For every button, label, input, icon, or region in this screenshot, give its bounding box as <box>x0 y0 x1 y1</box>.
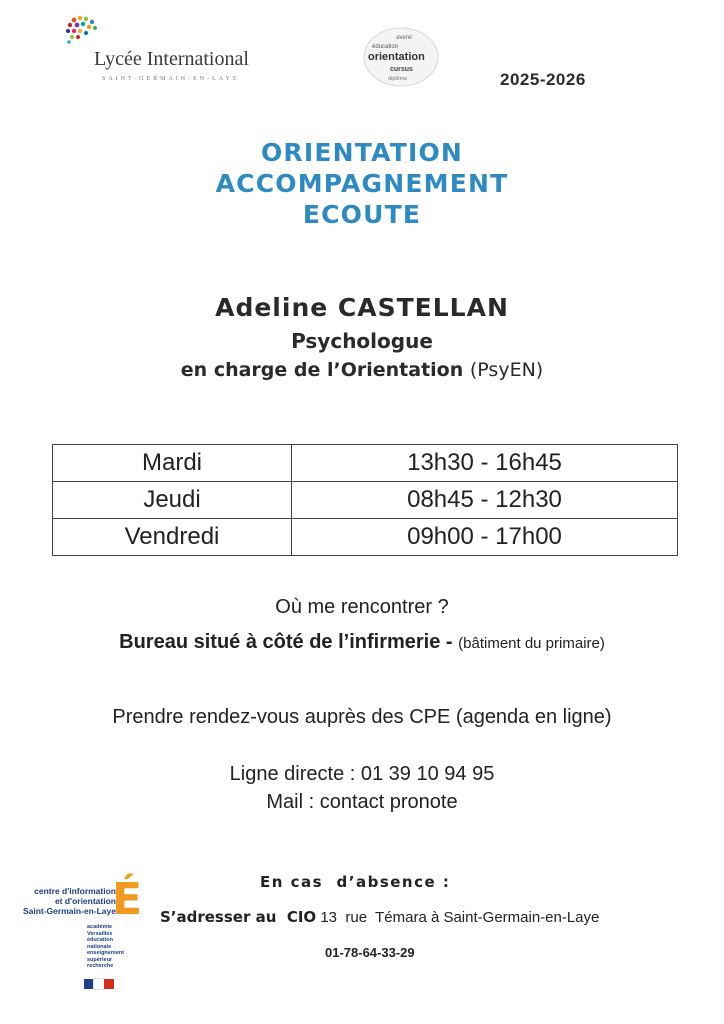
academy-block <box>87 924 124 970</box>
cio-logo <box>24 868 146 1000</box>
meeting-question: Où me rencontrer ? <box>275 596 449 618</box>
title-line-2: ACCOMPAGNEMENT <box>215 169 509 198</box>
academy-line: Versailles <box>87 930 113 937</box>
meeting-place-text: Bureau situé à côté de l’infirmerie - <box>119 631 453 653</box>
absence-address <box>160 908 599 926</box>
orientation-word-cloud-logo <box>362 26 440 88</box>
table-row <box>53 445 678 482</box>
title-line-1: ORIENTATION <box>260 138 464 167</box>
logo-word-cursus: cursus <box>390 66 413 73</box>
table-row <box>53 482 678 519</box>
cio-logo-line-3: Saint-Germain-en-Laye <box>22 906 116 916</box>
cio-address: 13 rue Témara à Saint-Germain-en-Laye <box>320 909 600 926</box>
hours-cell: 13h30 - 16h45 <box>292 445 678 482</box>
table-row <box>53 519 678 556</box>
absence-prefix: S’adresser au CIO <box>160 908 317 926</box>
cio-phone: 01-78-64-33-29 <box>325 945 415 960</box>
office-hours-table <box>52 444 678 556</box>
academy-line: supérieur <box>87 956 113 963</box>
direct-phone: Ligne directe : 01 39 10 94 95 <box>229 763 495 785</box>
meeting-place <box>0 631 724 654</box>
role-detail-text: en charge de l’Orientation <box>180 359 464 381</box>
cio-logo-line-1: centre d'information <box>34 886 116 896</box>
lycee-logo <box>64 14 264 84</box>
person-name: Adeline CASTELLAN <box>215 293 509 322</box>
cio-logo-name <box>23 886 116 916</box>
academy-line: nationale <box>87 943 112 950</box>
academy-line: recherche <box>87 963 114 969</box>
cio-e-letter-icon: É <box>112 874 143 925</box>
role-abbreviation: (PsyEN) <box>469 359 544 381</box>
logo-word-diplome: diplôme <box>388 76 408 82</box>
academy-line: enseignement <box>87 950 124 956</box>
mail-contact: Mail : contact pronote <box>266 791 458 813</box>
logo-word-avenir: avenir <box>396 35 413 41</box>
meeting-place-detail: (bâtiment du primaire) <box>458 635 605 652</box>
hours-cell: 08h45 - 12h30 <box>292 482 678 519</box>
person-role-detail <box>0 359 724 381</box>
absence-title: En cas d’absence : <box>260 873 451 891</box>
academy-line: académie <box>87 924 113 930</box>
logo-word-education: éducation <box>372 44 399 50</box>
appointment-info: Prendre rendez-vous auprès des CPE (agenda en ligne) <box>112 706 612 728</box>
day-cell: Jeudi <box>53 482 292 519</box>
school-name: Lycée International <box>94 48 249 70</box>
french-flag-icon <box>84 976 114 986</box>
title-line-3: ECOUTE <box>302 200 422 229</box>
person-role: Psychologue <box>291 329 433 353</box>
academy-line: éducation <box>87 937 113 943</box>
school-subtitle: SAINT-GERMAIN-EN-LAYE <box>102 76 240 82</box>
logo-word-orientation: orientation <box>368 51 425 63</box>
day-cell: Mardi <box>53 445 292 482</box>
day-cell: Vendredi <box>53 519 292 556</box>
hours-cell: 09h00 - 17h00 <box>292 519 678 556</box>
school-year: 2025-2026 <box>500 70 586 89</box>
cio-logo-line-2: et d'orientation <box>54 896 116 906</box>
